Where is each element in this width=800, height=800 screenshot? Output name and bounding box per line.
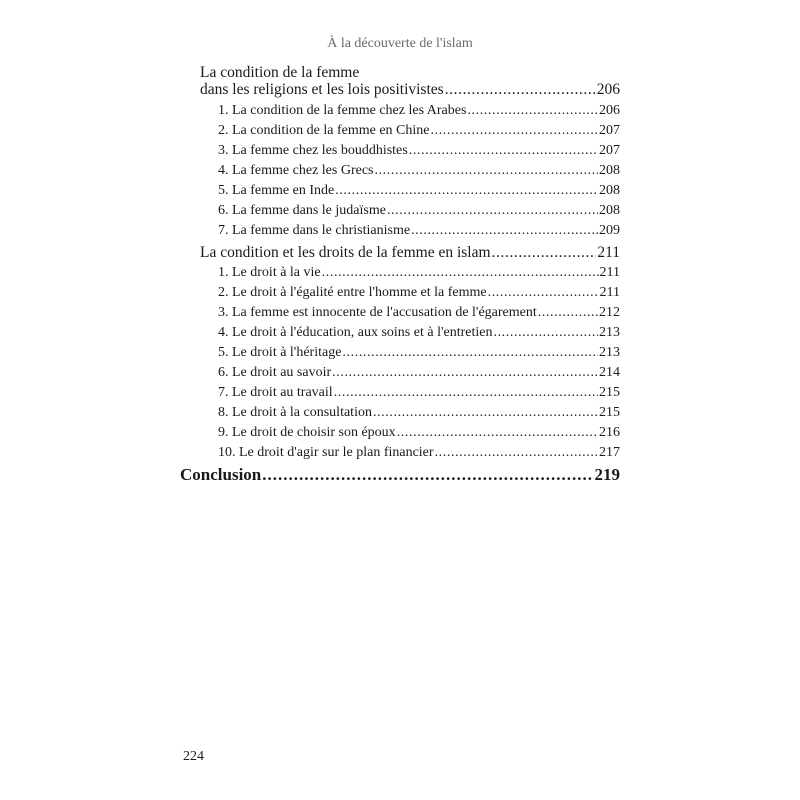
dot-leader [409,141,598,161]
dot-leader [322,263,599,283]
dot-leader [467,101,598,121]
toc-entry-label: 8. Le droit à la consultation [218,405,372,420]
dot-leader [431,121,599,141]
toc-entry-label: 4. Le droit à l'éducation, aux soins et à l'entretien [218,325,493,340]
toc-entry-label: 3. La femme chez les bouddhistes [218,143,408,158]
toc-entry[interactable] [218,443,620,463]
dot-leader [488,283,599,303]
dot-leader [492,243,597,263]
dot-leader [493,323,598,343]
toc-section-heading[interactable] [200,80,620,100]
section-title-line1: La condition de la femme [200,64,360,81]
toc-conclusion[interactable] [180,463,620,487]
toc-entry[interactable] [218,201,620,221]
toc-entry[interactable] [218,363,620,383]
toc-entry[interactable] [218,283,620,303]
toc-entry-label: 5. Le droit à l'héritage [218,345,342,360]
dot-leader [332,363,598,383]
dot-leader [397,423,598,443]
toc-entry-label: 9. Le droit de choisir son époux [218,425,396,440]
toc-page-number: 206 [596,81,620,98]
dot-leader [374,161,598,181]
toc-page-number: 213 [599,345,620,360]
toc-page-number: 209 [599,223,620,238]
dot-leader [262,463,593,487]
dot-leader [335,181,598,201]
toc-entry-label: 6. La femme dans le judaïsme [218,203,386,218]
toc-section-label: dans les religions et les lois positivistes [200,81,444,98]
toc-page-number: 207 [599,143,620,158]
toc-entry-label: 7. Le droit au travail [218,385,333,400]
toc-entry[interactable] [218,303,620,323]
toc-entry[interactable] [218,121,620,141]
toc-page-number: 207 [599,123,620,138]
dot-leader [435,443,598,463]
toc-page-number: 208 [599,203,620,218]
dot-leader [411,221,598,241]
toc-page-number: 208 [599,183,620,198]
dot-leader [342,343,598,363]
toc-page-number: 215 [599,385,620,400]
toc-entry-label: 7. La femme dans le christianisme [218,223,411,238]
toc-page-number: 208 [599,163,620,178]
toc-entry-label: 4. La femme chez les Grecs [218,163,374,178]
dot-leader [538,303,598,323]
toc-entry-label: 6. Le droit au savoir [218,365,332,380]
toc-entry[interactable] [218,181,620,201]
toc-entry[interactable] [218,343,620,363]
dot-leader [387,201,598,221]
toc-page-number: 213 [599,325,620,340]
toc-entry-label: 3. La femme est innocente de l'accusation de l'égarement [218,305,537,320]
toc-entry-label: 5. La femme en Inde [218,183,335,198]
dot-leader [445,80,596,100]
toc-entry[interactable] [218,221,620,241]
toc-page-number: 215 [599,405,620,420]
toc-entry-label: 10. Le droit d'agir sur le plan financier [218,445,434,460]
toc-entry[interactable] [218,101,620,121]
toc-page-number: 212 [599,305,620,320]
toc-entry[interactable] [218,423,620,443]
toc-section-heading[interactable] [200,243,620,263]
toc-entry-label: 2. La condition de la femme en Chine [218,123,430,138]
toc-entry[interactable] [218,141,620,161]
toc-page-number: 211 [597,244,620,261]
toc-entry[interactable] [218,161,620,181]
dot-leader [373,403,598,423]
dot-leader [334,383,598,403]
toc-entry-label: 1. La condition de la femme chez les Arabes [218,103,467,118]
toc-page-number: 216 [599,425,620,440]
toc-entry[interactable] [218,383,620,403]
toc-entry[interactable] [218,403,620,423]
toc-page-number: 211 [599,285,620,300]
toc-page-number: 214 [599,365,620,380]
toc-page-number: 219 [594,465,620,484]
toc-entry[interactable] [218,323,620,343]
toc-conclusion-label: Conclusion [180,465,262,484]
toc-page-number: 217 [599,445,620,460]
toc-entry-label: 2. Le droit à l'égalité entre l'homme et la femme [218,285,487,300]
running-header: À la découverte de l'islam [327,36,473,51]
toc-entry-label: 1. Le droit à la vie [218,265,321,280]
toc-section-label: La condition et les droits de la femme en islam [200,244,491,261]
page-number: 224 [183,749,204,764]
toc-page-number: 206 [599,103,620,118]
toc-page-number: 211 [599,265,620,280]
toc-entry[interactable] [218,263,620,283]
